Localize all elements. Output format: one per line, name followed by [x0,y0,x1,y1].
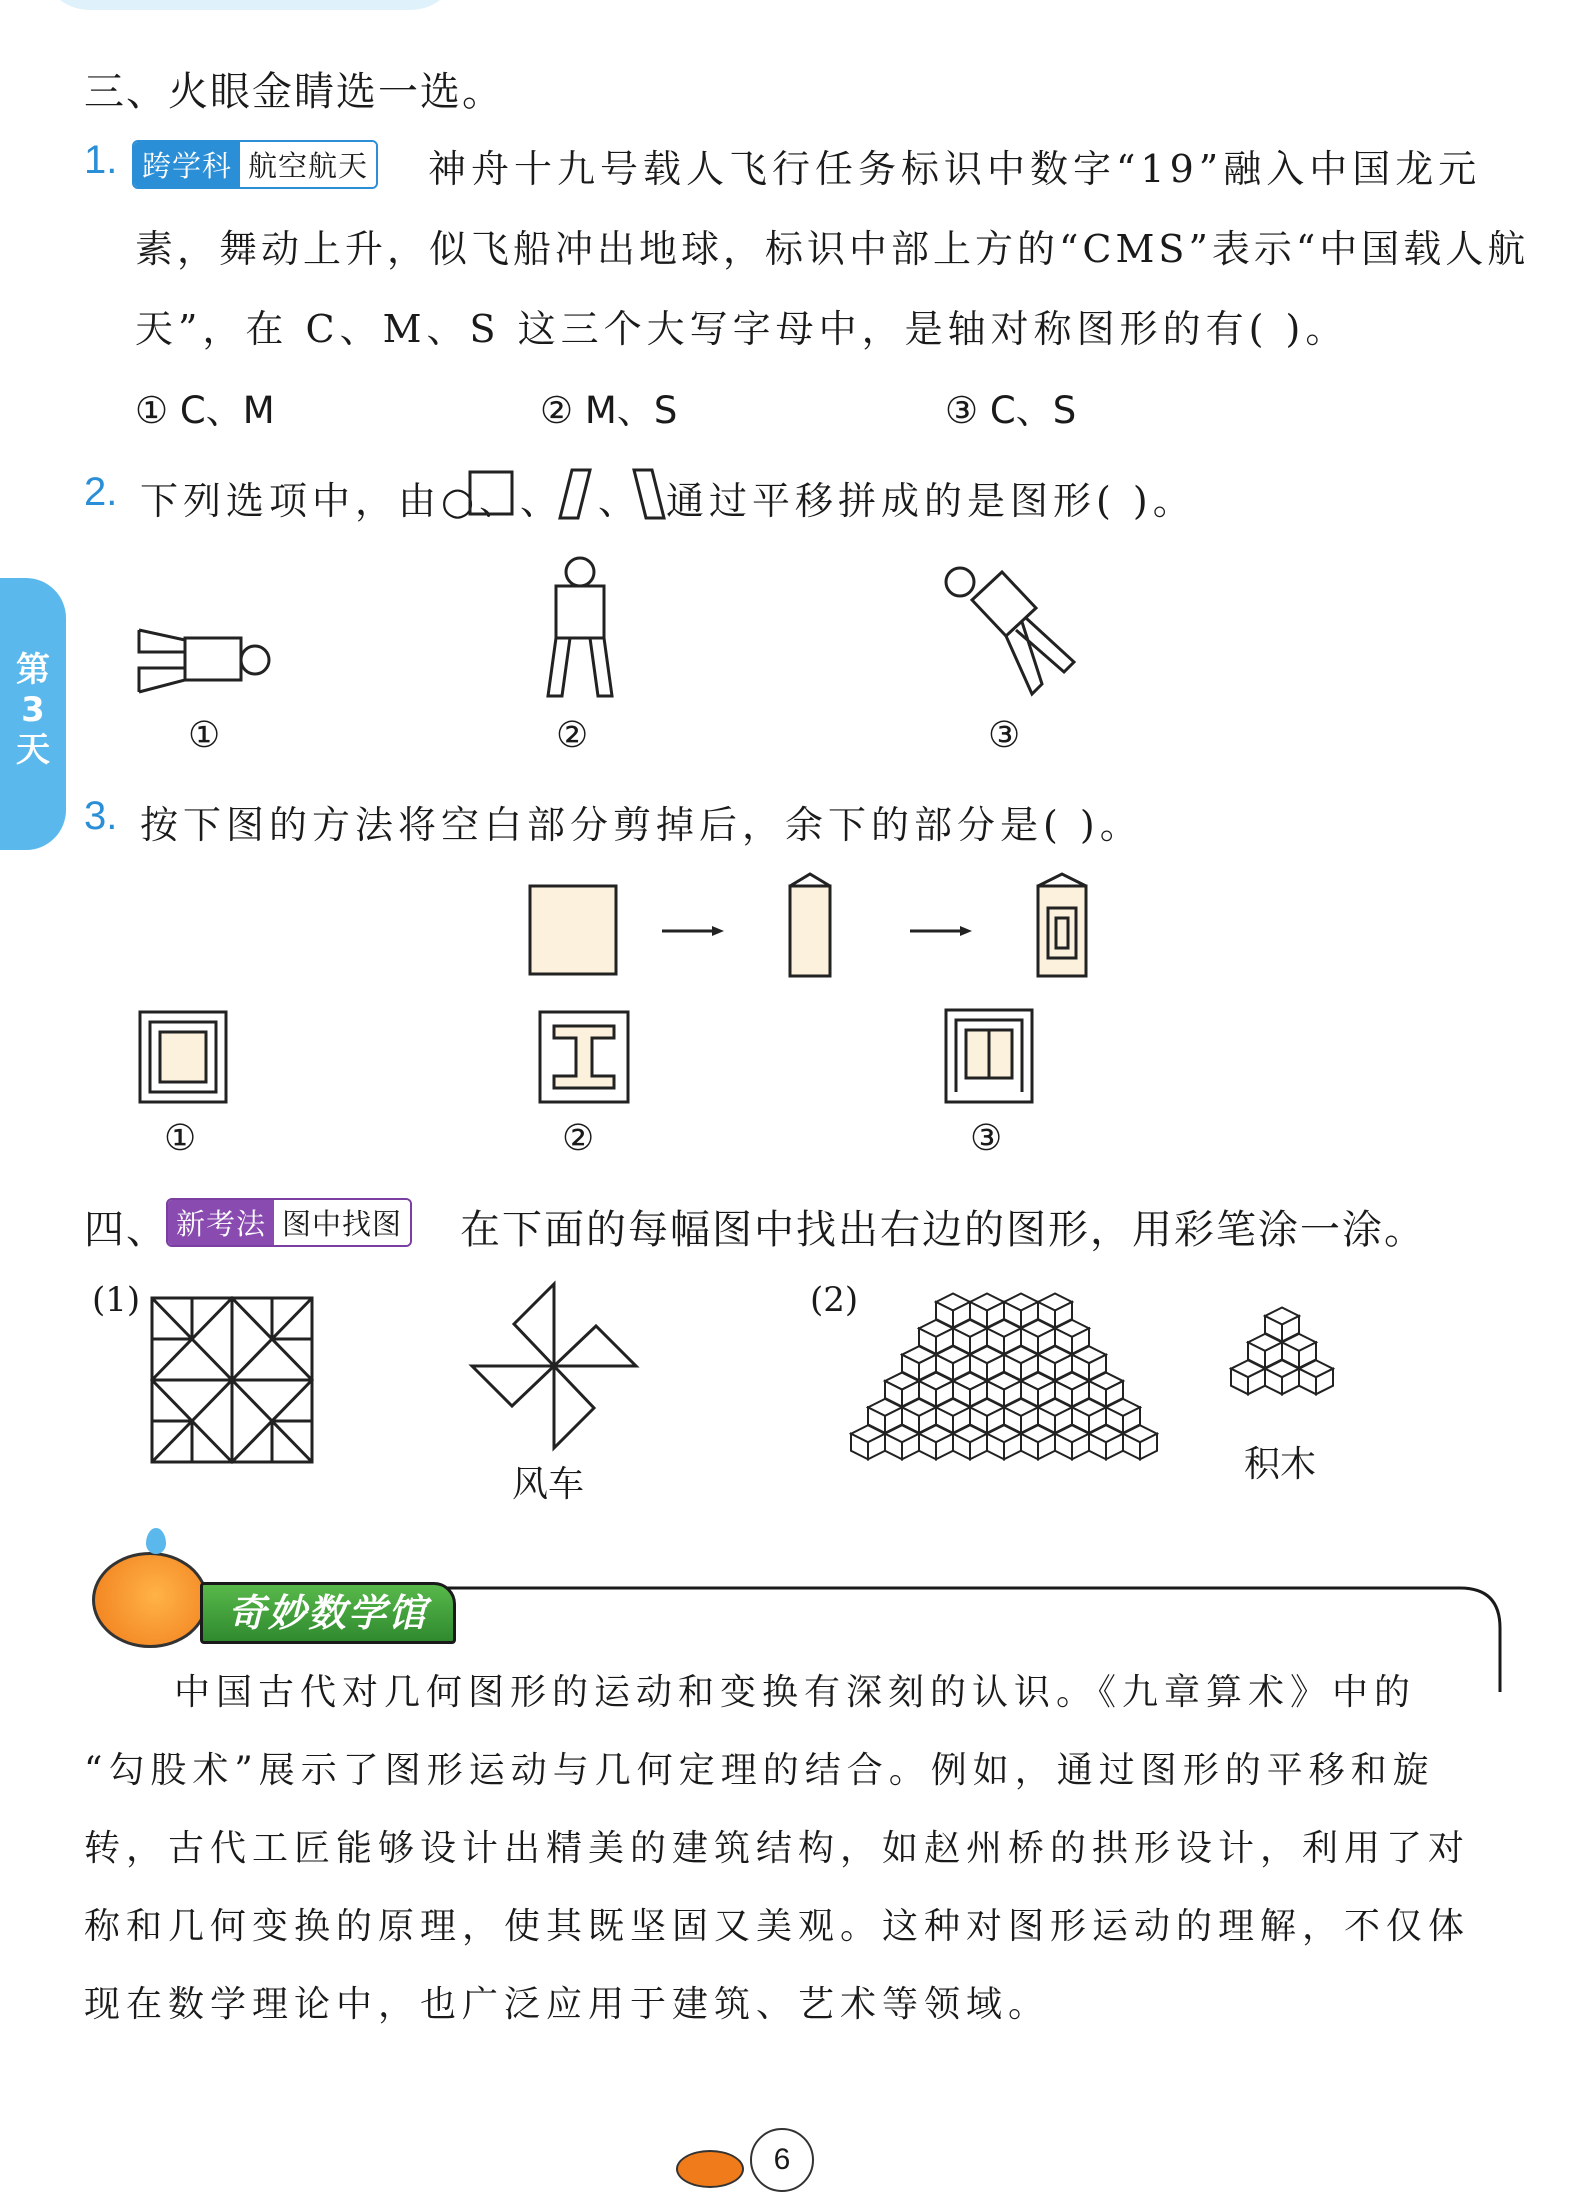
q1-tag-topic: 航空航天 [240,142,376,187]
side-tab-line2: 3 [21,690,45,730]
q3-number: 3. [84,794,118,838]
q2-label-2[interactable]: ② [556,715,589,756]
q3-option-1-figure [138,1010,228,1106]
q1-option-1[interactable]: ① C、M [135,389,275,432]
part1-label: (1) [92,1280,141,1320]
q2-text-a: 下列选项中，由○、 [140,479,523,523]
side-tab-line1: 第 [16,650,50,690]
q2-number: 2. [84,470,118,514]
square-shape-icon [468,470,516,518]
banner-title: 奇妙数学馆 [200,1582,456,1644]
reading-line-2: “勾股术”展示了图形运动与几何定理的结合。例如，通过图形的平移和旋 [84,1750,1435,1791]
reading-line-4: 称和几何变换的原理，使其既坚固又美观。这种对图形运动的理解，不仅体 [84,1906,1471,1947]
pinwheel-figure [468,1280,640,1452]
submarine-icon [676,2150,744,2188]
section4-tag [166,1198,412,1247]
q2-text-d: 通过平移拼成的是图形( )。 [666,479,1196,523]
q3-label-3[interactable]: ③ [970,1118,1003,1159]
reading-line-5: 现在数学理论中，也广泛应用于建筑、艺术等领域。 [84,1984,1051,2025]
section4-tag-topic: 图中找图 [274,1200,410,1245]
q3-label-1[interactable]: ① [164,1118,197,1159]
q1-line2: 素，舞动上升，似飞船冲出地球，标识中部上方的“CMS”表示“中国载人航 [135,227,1530,271]
arrow-right-icon [660,924,726,938]
q3-paper-square [528,884,620,978]
fish-mascot-icon [92,1552,208,1648]
parallelogram-left-icon [632,468,668,520]
q2-text-c: 、 [598,479,642,523]
q2-text-b: 、 [520,479,564,523]
q1-tag-subject: 跨学科 [134,142,240,187]
side-tab-day3 [0,578,66,850]
reading-line-3: 转，古代工匠能够设计出精美的建筑结构，如赵州桥的拱形设计，利用了对 [84,1828,1471,1869]
q2-figure-1 [135,620,285,700]
part1-grid-figure [150,1296,318,1468]
section3-title: 三、火眼金睛选一选。 [84,69,504,115]
q3-option-3-figure [944,1008,1034,1106]
q3-option-2-figure [538,1010,630,1106]
reading-line-1: 中国古代对几何图形的运动和变换有深刻的认识。《九章算术》中的 [174,1672,1417,1713]
q1-line3: 天”，在 C、M、S 这三个大写字母中，是轴对称图形的有( )。 [135,307,1349,351]
q3-paper-folded [786,872,836,980]
side-tab-line3: 天 [16,730,50,770]
q1-number: 1. [84,138,118,182]
reading-paragraph [84,1654,1504,2044]
q3-label-2[interactable]: ② [562,1118,595,1159]
q3-text: 按下图的方法将空白部分剪掉后，余下的部分是( )。 [140,803,1143,847]
section4-tag-type: 新考法 [168,1200,274,1245]
blocks-caption: 积木 [1244,1444,1317,1485]
part2-label: (2) [810,1280,859,1320]
blocks-figure [1226,1292,1338,1432]
water-drop-icon [146,1528,166,1554]
q1-line1: 神舟十九号载人飞行任务标识中数字“19”融入中国龙元 [428,147,1482,191]
q1-option-2[interactable]: ② M、S [540,389,678,432]
top-cloud-decoration [40,0,460,10]
q1-tag [132,140,378,189]
section4-text: 在下面的每幅图中找出右边的图形，用彩笔涂一涂。 [460,1207,1426,1253]
q2-label-3[interactable]: ③ [988,715,1021,756]
q2-figure-3 [940,560,1080,700]
q2-label-1[interactable]: ① [188,715,221,756]
q3-paper-cut [1034,872,1090,980]
section4-prefix: 四、 [84,1207,168,1253]
pinwheel-caption: 风车 [512,1464,585,1505]
parallelogram-right-icon [558,468,594,520]
q2-figure-2 [540,556,620,706]
arrow-right-icon-2 [908,924,974,938]
q1-option-3[interactable]: ③ C、S [945,389,1077,432]
page-number: 6 [750,2128,814,2192]
cube-pyramid-figure [868,1278,1132,1468]
